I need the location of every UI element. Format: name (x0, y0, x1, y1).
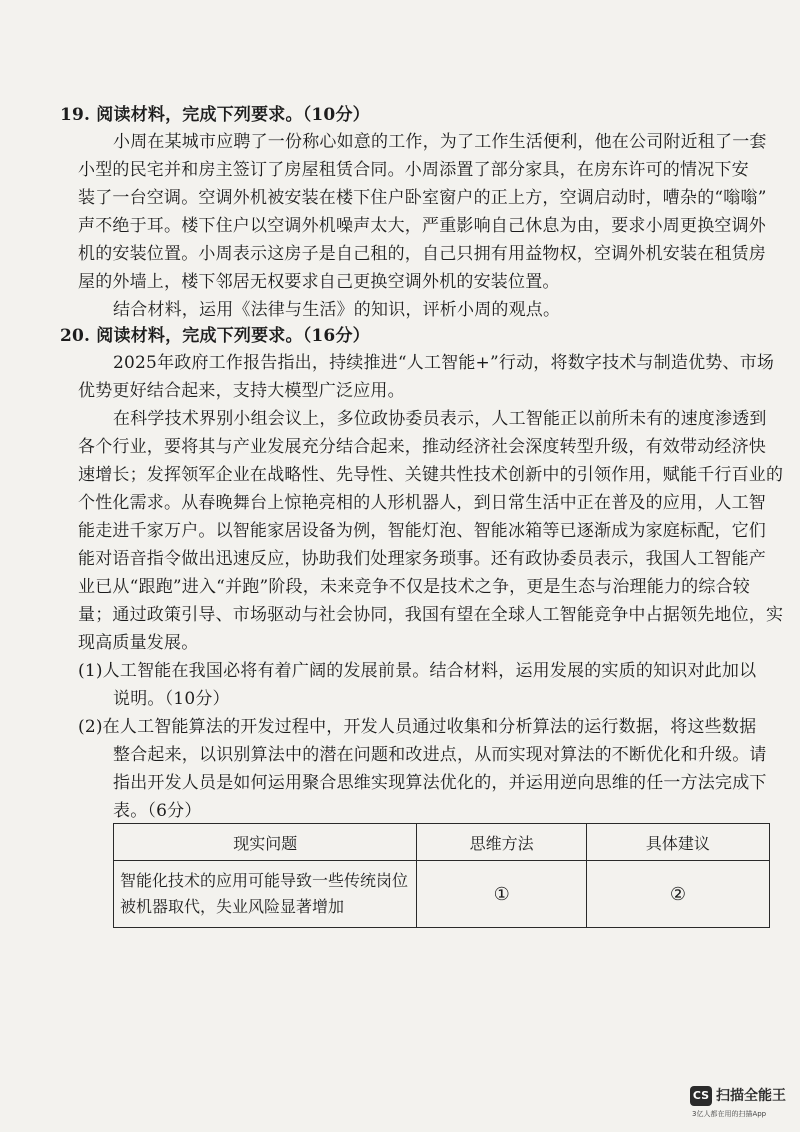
q19-line-2: 小型的民宅并和房主签订了房屋租赁合同。小周添置了部分家具，在房东许可的情况下安 (78, 160, 749, 180)
cell-method-blank: ① (417, 861, 586, 928)
q19-line-4: 声不绝于耳。楼下住户以空调外机噪声太大，严重影响自己休息为由，要求小周更换空调外 (78, 216, 766, 236)
q19-task: 结合材料，运用《法律与生活》的知识，评析小周的观点。 (113, 300, 561, 320)
q20-sub2-line-2: 整合起来，以识别算法中的潜在问题和改进点，从而实现对算法的不断优化和升级。请 (113, 745, 767, 765)
header-thinking-method: 思维方法 (417, 824, 586, 861)
watermark-subtitle: 3亿人都在用的扫描App (692, 1110, 767, 1118)
q20-p1-line-1: 2025年政府工作报告指出，持续推进“人工智能+”行动，将数字技术与制造优势、市场 (113, 353, 775, 373)
answer-table (113, 823, 770, 928)
q19-heading: 19. 阅读材料，完成下列要求。（10分） (60, 105, 370, 125)
cell-problem-line-2: 被机器取代，失业风险显著增加 (120, 897, 345, 916)
q19-line-1: 小周在某城市应聘了一份称心如意的工作，为了工作生活便利，他在公司附近租了一套 (113, 132, 767, 152)
q20-p2-line-7: 业已从“跟跑”进入“并跑”阶段，未来竞争不仅是技术之争，更是生态与治理能力的综合较 (78, 577, 750, 597)
q20-p2-line-4: 个性化需求。从春晚舞台上惊艳亮相的人形机器人，到日常生活中正在普及的应用，人工智 (78, 493, 766, 513)
camscanner-logo-icon: CS (690, 1086, 712, 1106)
q20-heading: 20. 阅读材料，完成下列要求。（16分） (60, 326, 370, 346)
q20-p2-line-6: 能对语音指令做出迅速反应，协助我们处理家务琐事。还有政协委员表示，我国人工智能产 (78, 549, 766, 569)
q20-p1-line-2: 优势更好结合起来，支持大模型广泛应用。 (78, 381, 405, 401)
q20-sub2-line-4: 表。（6分） (113, 801, 202, 821)
table-header-row (114, 824, 770, 861)
q19-line-6: 屋的外墙上，楼下邻居无权要求自己更换空调外机的安装位置。 (78, 272, 560, 292)
q20-p2-line-8: 量；通过政策引导、市场驱动与社会协同，我国有望在全球人工智能竞争中占据领先地位，实 (78, 605, 784, 625)
q20-sub2-line-1: (2)在人工智能算法的开发过程中，开发人员通过收集和分析算法的运行数据，将这些数据 (78, 717, 757, 737)
q20-p2-line-9: 现高质量发展。 (78, 633, 199, 653)
q20-p2-line-2: 各个行业，要将其与产业发展充分结合起来，推动经济社会深度转型升级，有效带动经济快 (78, 437, 766, 457)
table-row (114, 861, 770, 928)
q19-line-5: 机的安装位置。小周表示这房子是自己租的，自己只拥有用益物权，空调外机安装在租赁房 (78, 244, 766, 264)
cell-problem-line-1: 智能化技术的应用可能导致一些传统岗位 (120, 871, 409, 890)
q20-p2-line-3: 速增长；发挥领军企业在战略性、先导性、关键共性技术创新中的引领作用，赋能千行百业的 (78, 465, 784, 485)
watermark-title: 扫描全能王 (716, 1088, 786, 1104)
cell-suggestion-blank: ② (586, 861, 769, 928)
header-real-problem: 现实问题 (114, 824, 417, 861)
scanner-watermark (690, 1084, 790, 1124)
q20-p2-line-1: 在科学技术界别小组会议上，多位政协委员表示，人工智能正以前所未有的速度渗透到 (113, 409, 767, 429)
q20-p2-line-5: 能走进千家万户。以智能家居设备为例，智能灯泡、智能冰箱等已逐渐成为家庭标配，它们 (78, 521, 766, 541)
q19-line-3: 装了一台空调。空调外机被安装在楼下住户卧室窗户的正上方，空调启动时，嘈杂的“嗡嗡” (78, 188, 767, 208)
q20-sub2-line-3: 指出开发人员是如何运用聚合思维实现算法优化的，并运用逆向思维的任一方法完成下 (113, 773, 767, 793)
header-specific-suggestion: 具体建议 (586, 824, 769, 861)
cell-problem (114, 861, 417, 928)
q20-sub1-line-1: (1)人工智能在我国必将有着广阔的发展前景。结合材料，运用发展的实质的知识对此加以 (78, 661, 757, 681)
q20-sub1-line-2: 说明。（10分） (113, 689, 230, 709)
